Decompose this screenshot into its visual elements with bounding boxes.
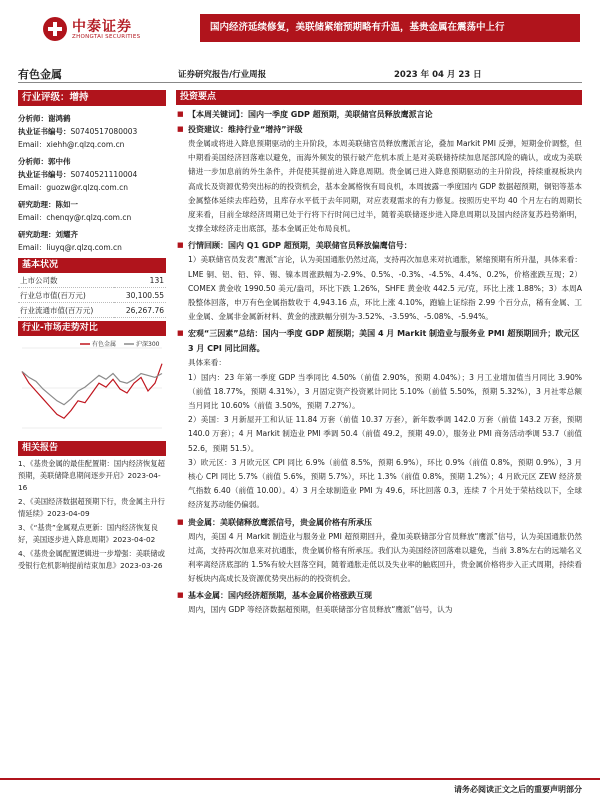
table-row — [18, 303, 166, 318]
cert-label: 执业证书编号： — [18, 170, 71, 179]
cert-number: S0740521110004 — [70, 170, 138, 179]
table-row — [18, 273, 166, 288]
related-report-link[interactable]: 1、《基贵金属的最佳配置期：国内经济恢复超预期，美联储降息期间逐步开启》2023-04-16 — [18, 459, 165, 492]
logo-mark-icon — [42, 16, 68, 42]
macro-title: ■ 宏观“三因素”总结：国内一季度 GDP 超预期；美国 4 月 Markit 制造业与服务业 PMI 超预期回升；欧元区 3 月 CPI 同比回落。 — [176, 326, 582, 356]
stat-key: 上市公司数 — [18, 273, 114, 288]
legend-label-b: 沪深300 — [136, 341, 160, 348]
email-link[interactable]: chenqy@r.qlzq.com.cn — [46, 213, 132, 222]
keyword-line: ■ 【本周关键词】：国内一季度 GDP 超预期，美联储官员释放鹰派言论 — [176, 107, 582, 122]
legend-label-a: 有色金属 — [92, 341, 117, 348]
headline-banner: 国内经济延续修复，美联储紧缩预期略有升温，基贵金属在震荡中上行 — [200, 14, 580, 42]
analyst-role: 分析师： — [18, 157, 48, 166]
stat-key: 行业流通市值(百万元) — [18, 303, 114, 318]
rating-label: 行业评级： — [22, 92, 70, 103]
analyst-block — [18, 112, 166, 254]
precious-title: ■ 贵金属：美联储释放鹰派信号，贵金属价格有所承压 — [176, 515, 582, 530]
disclaimer-note: 请务必阅读正文之后的重要声明部分 — [454, 785, 582, 794]
basic-status-table — [18, 273, 166, 318]
assistant-role: 研究助理： — [18, 200, 56, 209]
macro-item: 3）欧元区：3 月欧元区 CPI 同比 6.9%（前值 8.5%，预期 6.9%），环比 0.9%（前值 0.8%，预期 0.9%），3 月核心 CPI 同比 5.7%（前值 5.6%，预期 5.7%），环比 1.3%（前值 0.8%，预期 1.2%）；4 月欧元区 ZEW 经济景气指数 6.40（前值 10.00）。4）3 月全球制造业 PMI 为 49.6，环比回落 0.3，连续 7 个月处于荣枯线以下，全球经济复苏动能仍偏弱。 — [188, 457, 582, 510]
page-footer — [0, 776, 600, 800]
advice-text: 贵金属或将进入降息预期驱动的主升阶段，本周美联储官员释放鹰派言论，叠加 Markit PMI 反弹，短期金价调整，但中期看美国经济回落难以避免，而海外频发的银行破产危机本质上是对美联储持续加息尾部风险的确认，或成为美联储进一步加息前的外生条件，并促使其提前进入降息周期。贵金属已进入降息预期驱动的主升阶段，持续重视板块内高成长及资源优势突出标的的投资机会，基本金属格恢有局良机，本周披露一季度国内 GDP 数据超预期，铜铝等基本金属整体延续去库趋势，且库存水平低于去年同期，对应表观需求的有力修复。按照历史平均 40 个月左右的周期长度来看，目前全球经济周期已处于行将下行时间已过半，随着美联储逐步进入降息周期以及国内经济复苏趋势渐明，支撑全球经济走出底部，基本金属正处布局良机。 — [188, 139, 582, 234]
chart-title: 行业-市场走势对比 — [18, 321, 166, 336]
email-link[interactable]: guozw@r.qlzq.com.cn — [46, 183, 128, 192]
macro-item: 1）国内：23 年第一季度 GDP 当季同比 4.50%（前值 2.90%，预期 4.04%）；3 月工业增加值当月同比 3.90%（前值 18.77%，预期 4.31%），3 月固定资产投资累计同比 5.10%（前值 5.50%，预期 5.32%），3 月社零总额当月同比 10.60%（前值 3.50%，预期 7.27%）。 — [188, 372, 582, 411]
market-text: 1）美联储官员发表“鹰派”言论，认为美国通胀仍然过高，支持再次加息来对抗通胀，紧缩预期有所升温，具体来看：LME 铜、铝、铅、锌、锡、镍本周涨跌幅为-2.9%、0.5%、-0.3%、-4.5%、4.4%、0.2%，价格涨跌互现；2）COMEX 黄金收 1990.50 美元/盎司，环比下跌 1.26%，SHFE 黄金收 442.5 元/克，环比上涨 1.88%；3）本周A股整体回落，申万有色金属指数收于 4,943.16 点，环比上涨 4.10%，跑输上证综指 2.99 个百分点，稀有金属、工业金属、金属非金属新材料、黄金的涨跌幅分别为-3.52%、-3.59%、-5.08%、-5.94%。 — [188, 255, 582, 322]
rating-bar — [18, 90, 166, 106]
precious-text: 周内，美国 4 月 Markit 制造业与服务业 PMI 超预期回升，叠加美联储部分官员释放“鹰派”信号，认为美国通胀仍然过高，支持再次加息来对抗通胀，贵金属价格有所承压。我们认为美国经济回落难以避免，当前 3.8%左右的远端名义利率离经济底部的 1.5%有较大回落空间，随着通胀走低以及失业率的触底回升，贵金属价格将步入正式周期，持续看好板块内高成长及资源优势突出标的的投资机会。 — [188, 531, 582, 584]
basic-status-title: 基本状况 — [18, 258, 166, 273]
report-subbar — [18, 64, 582, 83]
related-report-link[interactable]: 2、《美国经济数据超预期下行，贵金属主升行情延续》2023-04-09 — [18, 497, 165, 518]
highlights-title: 投资要点 — [176, 90, 582, 105]
email-label: Email： — [18, 243, 47, 252]
email-link[interactable]: liuyq@r.qlzq.com.cn — [46, 243, 122, 252]
left-sidebar — [18, 90, 166, 572]
stat-key: 行业总市值(百万元) — [18, 288, 114, 303]
email-link[interactable]: xiehh@r.qlzq.com.cn — [46, 140, 125, 149]
rating-value: 增持 — [69, 92, 89, 103]
related-report-link[interactable]: 4、《基贵金属配置逻辑进一步增强：美联储或受银行危机影响提前结束加息》2023-03-26 — [18, 549, 165, 570]
email-label: Email： — [18, 213, 47, 222]
assistant-role: 研究助理： — [18, 230, 56, 239]
base-metal-title: ■ 基本金属：国内经济超预期，基本金属价格涨跌互现 — [176, 588, 582, 603]
table-row — [18, 288, 166, 303]
email-label: Email： — [18, 140, 47, 149]
report-date: 2023 年 04 月 23 日 — [394, 70, 482, 80]
advice-title: ■ 投资建议：维持行业“增持”评级 — [176, 122, 582, 137]
report-header — [0, 0, 600, 56]
trend-chart — [18, 338, 166, 438]
company-logo — [42, 16, 162, 46]
analyst-role: 分析师： — [18, 114, 48, 123]
trend-chart-svg — [18, 338, 166, 438]
report-type: 证券研究报告/行业周报 — [178, 70, 267, 80]
logo-cn: 中泰证券 — [72, 19, 132, 35]
industry-name: 有色金属 — [18, 68, 62, 81]
macro-intro: 具体来看： — [188, 358, 226, 368]
assistant-name: 陈如一 — [55, 200, 78, 209]
stat-value: 30,100.55 — [114, 288, 166, 303]
stat-value: 26,267.76 — [114, 303, 166, 318]
base-metal-text: 周内，国内 GDP 等经济数据超预期，但美联储部分官员释放“鹰派”信号，认为 — [188, 605, 453, 615]
assistant-name: 刘耀齐 — [55, 230, 78, 239]
stat-value: 131 — [114, 273, 166, 288]
related-reports-title: 相关报告 — [18, 441, 166, 456]
email-label: Email： — [18, 183, 47, 192]
macro-item: 2）美国：3 月新屋开工和认证 11.84 万套（前值 10.37 万套），新年数季调 142.0 万套（前值 143.2 万套，预期 140.0 万套）；4 月 Markit 制造业 PMI 季调 50.4（前值 49.2，预期 49.0），服务业 PMI 商务活动季调 53.7（前值 52.6，预期 51.5）。 — [188, 415, 582, 453]
analyst-name: 郭中伟 — [48, 157, 71, 166]
related-report-link[interactable]: 3、《“基贵”金属观点更新：国内经济恢复良好，美国逐步进入降息周期》2023-04-02 — [18, 523, 158, 544]
cert-label: 执业证书编号： — [18, 127, 71, 136]
analyst-name: 谢鸿鹤 — [48, 114, 71, 123]
main-content — [176, 90, 582, 618]
logo-en: ZHONGTAI SECURITIES — [72, 34, 141, 40]
market-title: ■ 行情回顾：国内 Q1 GDP 超预期，美联储官员释放偏鹰信号： — [176, 238, 582, 253]
footer-divider — [0, 778, 600, 780]
cert-number: S0740517080003 — [70, 127, 138, 136]
